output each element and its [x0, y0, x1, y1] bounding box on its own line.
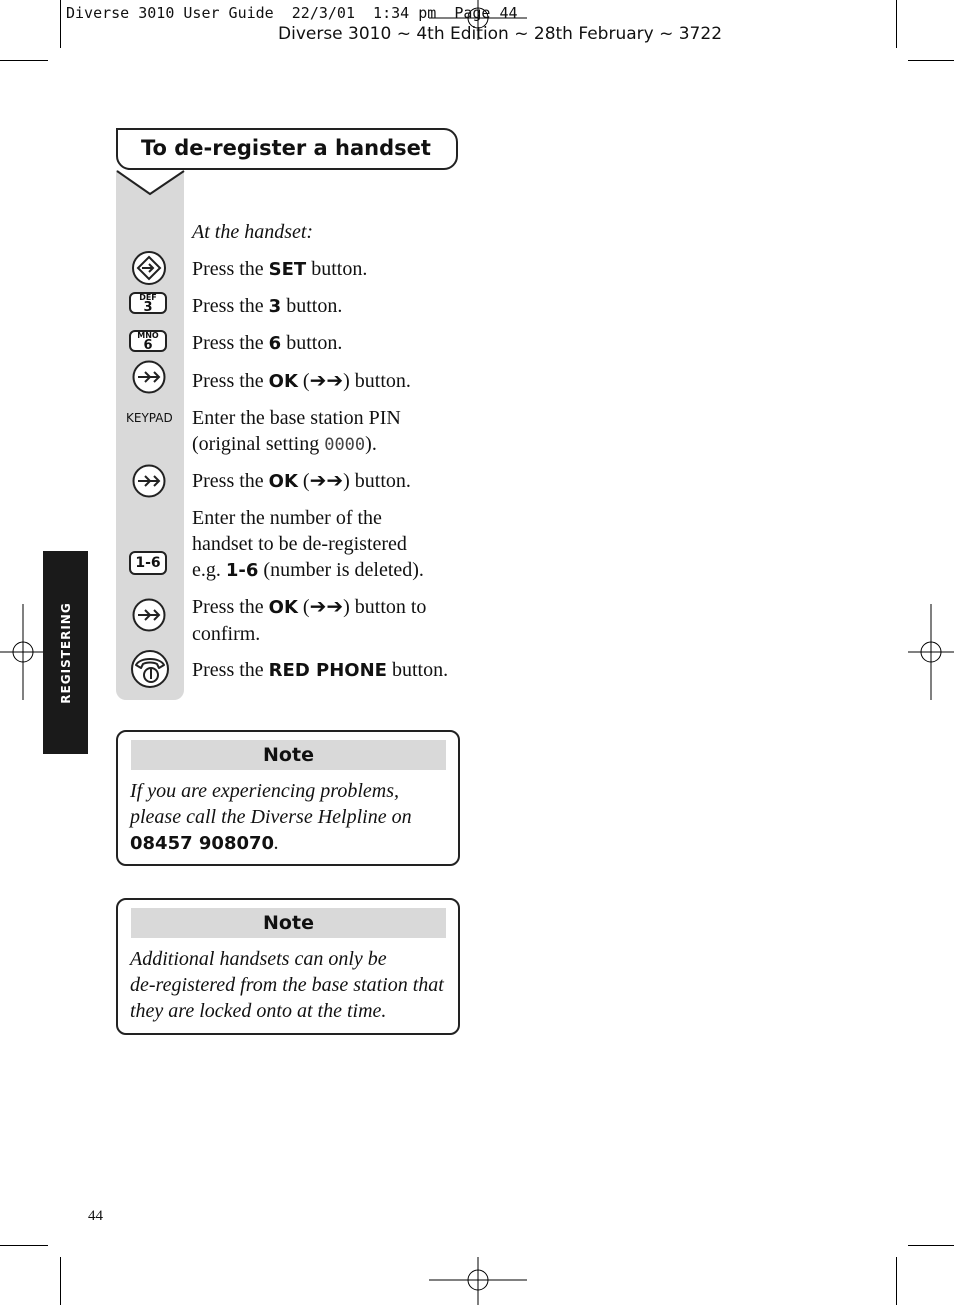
- step-6: Press the OK (➔➔) button.: [192, 470, 411, 492]
- crop-mark: [908, 1245, 954, 1246]
- crop-mark: [60, 1257, 61, 1305]
- crop-mark: [0, 60, 48, 61]
- step-1: Press the SET button.: [192, 258, 368, 280]
- note-body: If you are experiencing problems, please call the Diverse Helpline on 08457 908070.: [130, 780, 412, 854]
- crop-mark: [0, 1245, 48, 1246]
- step-4: Press the OK (➔➔) button.: [192, 370, 411, 392]
- note-heading: Note: [131, 908, 446, 938]
- crop-mark: [896, 0, 897, 48]
- note-heading: Note: [131, 740, 446, 770]
- key-3-icon: DEF 3: [129, 292, 167, 314]
- edition-line: Diverse 3010 ~ 4th Edition ~ 28th February ~ 3722: [278, 24, 723, 44]
- title-pointer: [116, 168, 186, 196]
- side-tab-label: REGISTERING: [58, 601, 73, 704]
- note-box-additional-handsets: [116, 898, 460, 1035]
- intro-text: At the handset:: [192, 221, 314, 243]
- registration-mark-icon: [0, 604, 46, 700]
- note-body: Additional handsets can only be de-registered from the base station that they are locked onto at the time.: [130, 948, 444, 1022]
- helpline-number: 08457 908070: [130, 833, 275, 854]
- step-3: Press the 6 button.: [192, 332, 343, 354]
- set-icon: [131, 250, 167, 286]
- ok-icon: [131, 360, 167, 394]
- crop-mark: [896, 1257, 897, 1305]
- crop-mark: [908, 60, 954, 61]
- step-7: Enter the number of the handset to be de-registered e.g. 1-6 (number is deleted).: [192, 507, 424, 581]
- registration-mark-icon: [908, 604, 954, 700]
- step-2: Press the 3 button.: [192, 295, 343, 317]
- section-title: To de-register a handset: [141, 136, 431, 160]
- key-1-6-icon: 1-6: [129, 551, 167, 575]
- print-slug: Diverse 3010 User Guide 22/3/01 1:34 pm Page 44: [66, 4, 518, 22]
- section-side-tab: [43, 551, 88, 754]
- red-phone-icon: [130, 649, 170, 689]
- crop-mark: [60, 0, 61, 48]
- note-box-helpline: [116, 730, 460, 866]
- ok-icon: [131, 464, 167, 498]
- step-9: Press the RED PHONE button.: [192, 659, 449, 681]
- registration-mark-icon: [429, 1257, 527, 1305]
- keypad-label: KEYPAD: [126, 411, 173, 425]
- ok-icon: [131, 598, 167, 632]
- key-6-icon: MNO 6: [129, 330, 167, 352]
- step-5: Enter the base station PIN (original setting 0000).: [192, 407, 401, 455]
- step-8: Press the OK (➔➔) button to confirm.: [192, 596, 427, 645]
- page-number: 44: [88, 1208, 103, 1224]
